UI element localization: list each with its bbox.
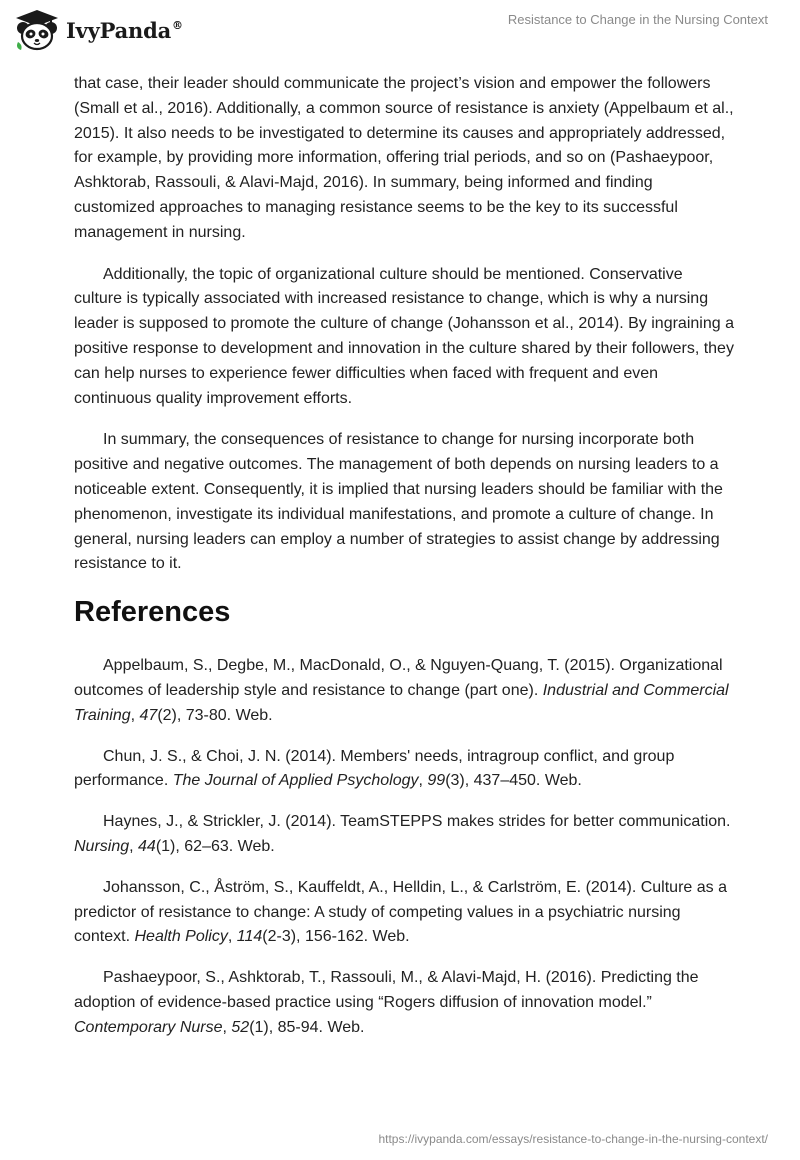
- reference-volume: 52: [231, 1018, 250, 1036]
- reference-item: Johansson, C., Åström, S., Kauffeldt, A., Helldin, L., & Carlström, E. (2014). Culture as a predictor of resistance to change: A study of competing values in a psychiatric nursing context. Health Policy, 114(2-3), 156-162. Web.: [74, 878, 727, 946]
- reference-journal: Industrial and Commercial Training: [74, 681, 729, 724]
- panda-logo-icon: [14, 8, 60, 52]
- references-heading: References: [74, 596, 231, 629]
- reference-volume: 114: [236, 928, 263, 946]
- body-paragraph: In summary, the consequences of resistance to change for nursing incorporate both positive and negative outcomes. The management of both depends on nursing leaders to a noticeable extent. Consequently, it is implied that nursing leaders should be familiar with the phenomenon, investigate its individual manifestations, and promote a culture of change. In general, nursing leaders can employ a number of strategies to assist change by addressing resistance to it.: [74, 431, 723, 573]
- brand-name: IvyPanda®: [66, 17, 183, 43]
- body-paragraph: Additionally, the topic of organizational culture should be mentioned. Conservative culture is typically associated with increased resistance to change, which is why a nursing leader is supposed to promote the culture of change (Johansson et al., 2014). By ingraining a positive response to development and innovation in the culture shared by their followers, they can help nurses to experience fewer difficulties when faced with frequent and even continuous quality improvement efforts.: [74, 265, 734, 407]
- reference-journal: Nursing: [74, 837, 130, 855]
- reference-volume: 47: [139, 706, 158, 724]
- body-paragraph: that case, their leader should communicate the project’s vision and empower the followers (Small et al., 2016). Additionally, a common source of resistance is anxiety (Appelbaum et al., 2015). It also needs to be investigated to determine its causes and appropriately addressed, for example, by providing more information, offering trial periods, and so on (Pashaeypoor, Ashktorab, Rassouli, & Alavi-Majd, 2016). In summary, being informed and finding customized approaches to managing resistance seems to be the key to its successful management in nursing.: [74, 75, 734, 241]
- reference-volume: 44: [138, 837, 156, 855]
- reference-item: Chun, J. S., & Choi, J. N. (2014). Members' needs, intragroup conflict, and group performance. The Journal of Applied Psychology, 99(3), 437–450. Web.: [74, 747, 675, 790]
- reference-journal: The Journal of Applied Psychology: [172, 772, 419, 790]
- page-header: [0, 0, 800, 64]
- footer-source-link[interactable]: https://ivypanda.com/essays/resistance-to-change-in-the-nursing-context/: [378, 1132, 768, 1146]
- document-title: Resistance to Change in the Nursing Context: [507, 12, 768, 27]
- reference-item: Pashaeypoor, S., Ashktorab, T., Rassouli, M., & Alavi-Majd, H. (2016). Predicting the adoption of evidence-based practice using “Rogers diffusion of innovation model.” Contemporary Nurse, 52(1), 85-94. Web.: [74, 969, 699, 1036]
- reference-item: Haynes, J., & Strickler, J. (2014). TeamSTEPPS makes strides for better communication. Nursing, 44(1), 62–63. Web.: [74, 813, 731, 855]
- brand-logo[interactable]: [14, 8, 183, 52]
- essay-content: [74, 72, 734, 1057]
- reference-journal: Contemporary Nurse: [74, 1018, 223, 1036]
- reference-item: Appelbaum, S., Degbe, M., MacDonald, O., & Nguyen-Quang, T. (2015). Organizational outcomes of leadership style and resistance to change (part one). Industrial and Commercial Training, 47(2), 73-80. Web.: [74, 657, 729, 724]
- reference-journal: Health Policy: [134, 928, 228, 946]
- reference-volume: 99: [427, 772, 446, 790]
